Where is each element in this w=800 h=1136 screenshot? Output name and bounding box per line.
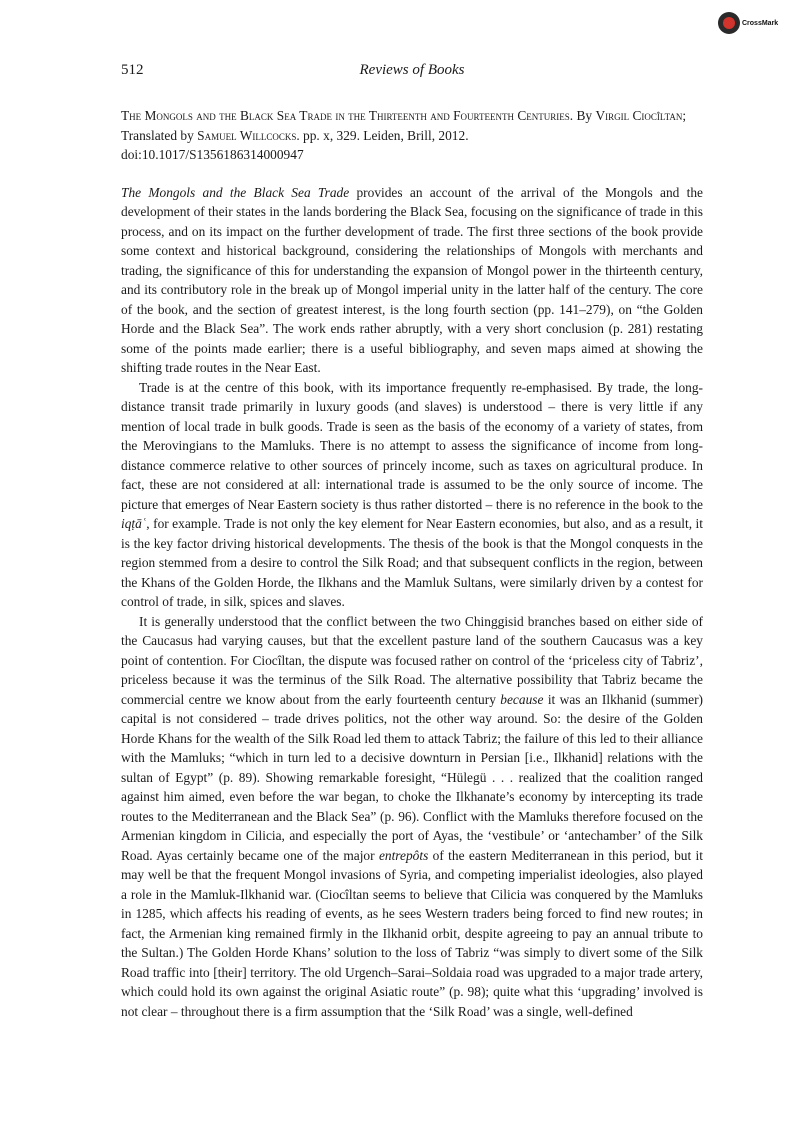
citation-by: By [576, 108, 593, 123]
page-number: 512 [121, 62, 144, 78]
p3-entrepots: entrepôts [378, 847, 429, 863]
paragraph-3 [121, 612, 703, 1022]
p2-text-a: Trade is at the centre of this book, with its importance frequently re-emphasised. By trade, the long-distance transit trade primarily in luxury goods (and slaves) is understood – there is very little if any mention of local trade in bulk goods. Trade is seen as the basis of the economy of a variety of states, from the Merovingians to the Mamluks. There is no attempt to assess the significance of income from long-distance commerce relative to other sources of princely income, such as taxes on agricultural produce. In fact, these are not considered at all: international trade is assumed to be the only source of income. The picture that emerges of Near Eastern society is thus rather distorted – there is no reference in the book to the [121, 379, 703, 512]
p2-text-b: , for example. Trade is not only the key element for Near Eastern economies, but also, and as a result, it is the key factor driving historical developments. The thesis of the book is that the Mongol conquests in the region stemmed from a desire to control the Silk Road; and that subsequent conflicts in the region, between the Khans of the Golden Horde, the Ilkhans and the Mamluk Sultans, were similarly driven by a contest for control of trade, in silk, spices and slaves. [121, 516, 703, 609]
citation-details: . pp. x, 329. Leiden, Brill, 2012. [296, 127, 469, 143]
crossmark-icon [718, 12, 740, 34]
doi-link[interactable]: doi:10.1017/S1356186314000947 [121, 147, 304, 162]
book-citation [121, 106, 703, 165]
p3-because: because [500, 691, 544, 707]
p3-text-a: It is generally understood that the conflict between the two Chinggisid branches based on either side of the Caucasus had varying causes, but that the excellent pasture land of the southern Caucasus was a key point of contention. For Ciocîltan, the dispute was focused rather on control of the ‘priceless city of Tabriz’, priceless because it was the terminus of the Silk Road. The alternative possibility that Tabriz became the commercial centre we know about from the early fourteenth century [121, 613, 703, 707]
book-author: Virgil Ciocîltan [595, 108, 683, 123]
p3-text-b: it was an Ilkhanid (summer) capital is not considered – trade drives politics, not the other way around. So: the desire of the Golden Horde Khans for the wealth of the Silk Road led them to attack Tabriz; the failure of this led to their alliance with the Mamluks; “which in turn led to a decisive downturn in Persian [i.e., Ilkhanid] relations with the sultan of Egypt” (p. 89). Showing remarkable foresight, “Hülegü . . . realized that the coalition ranged against him aimed, even before the war began, to choke the Ilkhanate’s economy by intercepting its trade routes to the Mediterranean and the Black Sea” (p. 96). Conflict with the Mamluks therefore focused on the Armenian kingdom in Cilicia, and especially the port of Ayas, the ‘vestibule’ or ‘antechamber’ of the Silk Road. Ayas certainly became one of the major [121, 691, 703, 863]
book-translator: Samuel Willcocks [197, 127, 297, 143]
paragraph-1 [121, 183, 703, 378]
crossmark-label: CrossMark [742, 19, 779, 27]
book-title: The Mongols and the Black Sea Trade in the Thirteenth and Fourteenth Centuries. [121, 108, 574, 123]
paragraph-2 [121, 378, 703, 612]
citation-translated-by: ; Translated by [121, 108, 687, 143]
crossmark-badge[interactable] [718, 12, 778, 34]
journal-title: Reviews of Books [359, 62, 465, 78]
p2-iqta: iqṭāʿ [121, 516, 147, 531]
running-head [121, 62, 703, 79]
p1-book-title: The Mongols and the Black Sea Trade [121, 184, 350, 200]
p3-text-c: of the eastern Mediterranean in this period, but it may well be that the frequent Mongol invasions of Syria, and competing imperialist ideologies, also played a role in the Mamluk-Ilkhanid war. (Ciocîltan seems to believe that Cilicia was conquered by the Mamluks in 1285, which affects his reading of events, as he sees Western traders being forced to find new routes; in fact, the Armenian king remained firmly in the Ilkhanid orbit, despite agreeing to pay an annual tribute to the Sultan.) The Golden Horde Khans’ solution to the loss of Tabriz “was simply to divert some of the Silk Road traffic into [their] territory. The old Urgench–Sarai–Soldaia road was upgraded to a major trade artery, which could hold its own against the original Asiatic route” (p. 98); quite what this ‘upgrading’ involved is not clear – throughout there is a firm assumption that the ‘Silk Road’ was a single, well-defined [121, 847, 703, 1019]
review-body [121, 106, 703, 1021]
p1-text: provides an account of the arrival of the Mongols and the development of their states in the lands bordering the Black Sea, focusing on the significance of trade in this process, and on its impact on the further development of trade. The first three sections of the book provide some context and historical background, considering the relationships of Mongols with merchants and trading, the significance of this for understanding the expansion of Mongol power in the thirteenth century, and its contributory role in the break up of Mongol imperial unity in the latter half of the century. The core of the book, and the section of greatest interest, is the long fourth section (pp. 141–279), on “the Golden Horde and the Black Sea”. The work ends rather abruptly, with a very short conclusion (p. 281) restating some of the points made earlier; there is a useful bibliography, and seven maps aimed at showing the shifting trade routes in the Near East. [121, 184, 703, 375]
